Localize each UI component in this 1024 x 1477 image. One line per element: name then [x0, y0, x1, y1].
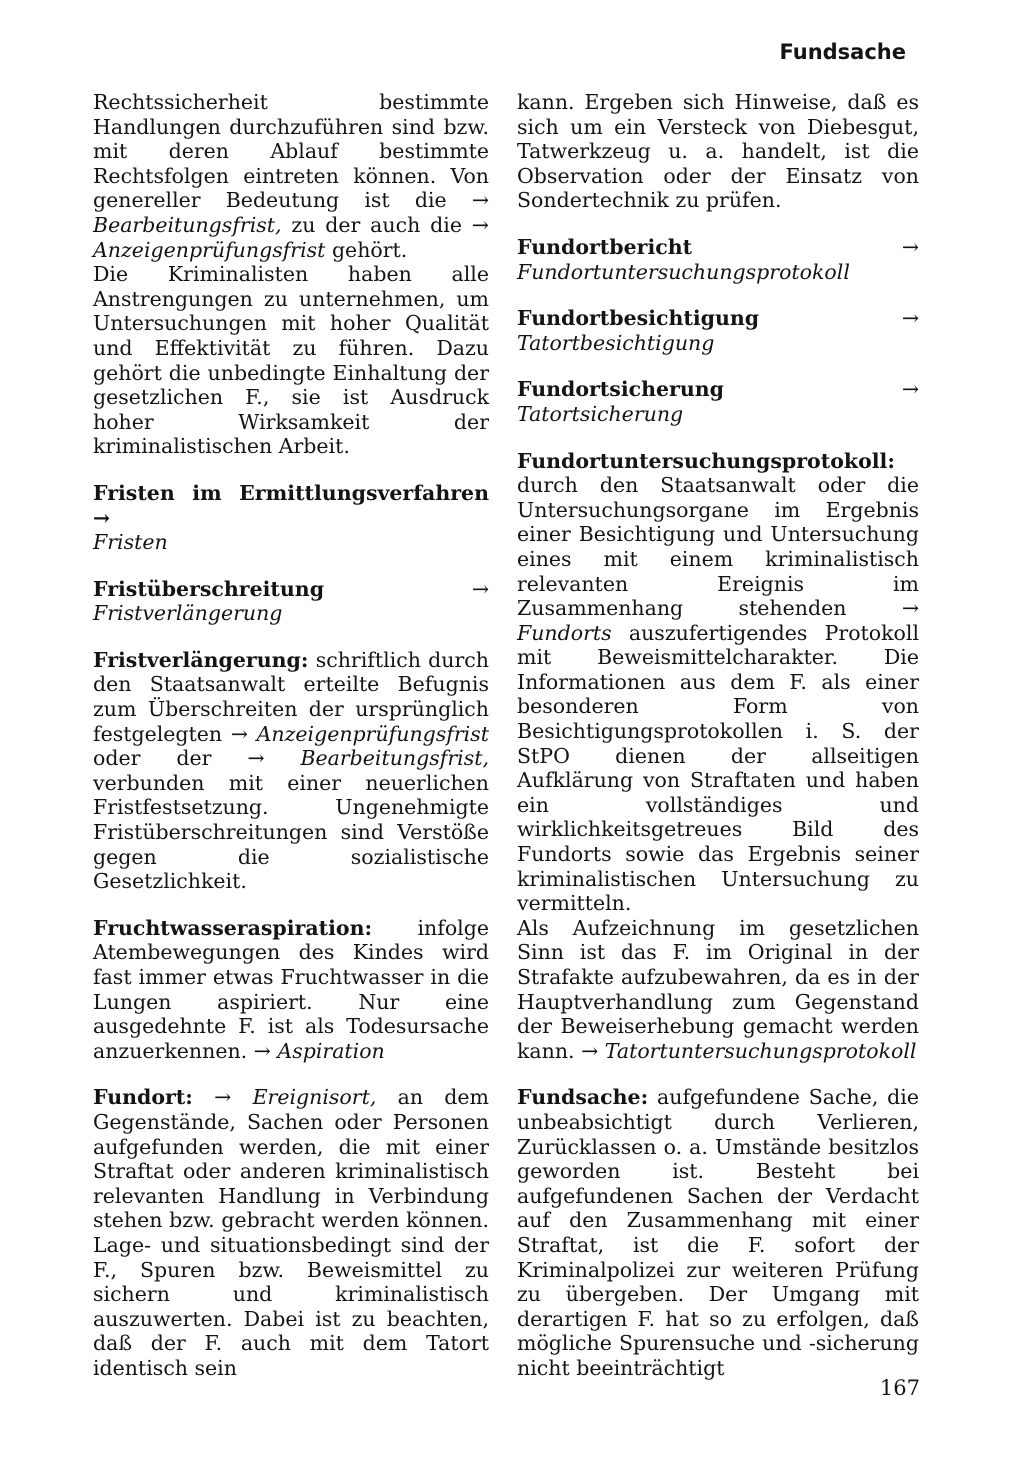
paragraph: Als Aufzeichnung im gesetzlichen Sinn ist das F. im Original in der Strafakte aufzubewahren, da es in der Hauptverhandlung zum Gegenstand der Beweiserhebung gemacht werden kann. → Tatortuntersuchungsprotokoll	[517, 915, 919, 1063]
cross-reference: Fundorts	[517, 620, 612, 645]
entry-term: Fristverlängerung:	[93, 647, 309, 672]
entry-fristueberschreitung: Fristüberschreitung → Fristverlängerung	[93, 576, 489, 626]
cross-reference: Anzeigenprüfungsfrist	[256, 721, 489, 746]
cross-reference: Fristen	[93, 530, 168, 555]
paragraph: Die Kriminalisten haben alle Anstrengungen zu unternehmen, um Untersuchungen mit hoher Qualität und Effektivität zu führen. Dazu gehört die unbedingte Einhaltung der gesetzlichen F., sie ist Ausdruck hoher Wirksamkeit der kriminalistischen Arbeit.	[93, 262, 489, 459]
entry-term: Fristen im Ermittlungsverfahren →	[93, 480, 489, 530]
cross-reference: Fristverlängerung	[93, 601, 283, 626]
entry-fundortbericht: Fundortbericht → Fundortuntersuchungsprotokoll	[517, 234, 919, 284]
cross-reference: Tatortsicherung	[517, 401, 684, 426]
cross-reference: Tatortuntersuchungsprotokoll	[604, 1038, 917, 1063]
left-column	[93, 90, 489, 1381]
entry-term: Fundortbesichtigung	[517, 306, 760, 331]
cross-reference: Ereignisort,	[252, 1085, 377, 1110]
cross-reference: Bearbeitungsfrist,	[93, 212, 282, 237]
cross-reference: Fundortuntersuchungsprotokoll	[517, 259, 850, 284]
entry-term: Fruchtwasseraspiration:	[93, 915, 373, 940]
entry-term: Fundsache:	[517, 1085, 649, 1110]
entry-term: Fristüberschreitung	[93, 576, 325, 601]
entry-fundort: Fundort: → Ereignisort, an dem Gegenstände, Sachen oder Personen aufgefunden werden, die mit einer Straftat oder anderen kriminalistisch relevanten Handlung in Verbindung stehen bzw. gebracht werden können. Lage- und situationsbedingt sind der F., Spuren bzw. Beweismittel zu sichern und kriminalistisch auszuwerten. Dabei ist zu beachten, daß der F. auch mit dem Tatort identisch sein	[93, 1085, 489, 1380]
entry-fristen-im-ermittlungsverfahren	[93, 481, 489, 555]
entry-fundsache: Fundsache: aufgefundene Sache, die unbeabsichtigt durch Verlieren, Zurücklassen o. a. Umstände besitzlos geworden ist. Besteht bei aufgefundenen Sachen der Verdacht auf den Zusammenhang mit einer Straftat, ist die F. sofort der Kriminalpolizei zur weiteren Prüfung zu übergeben. Der Umgang mit derartigen F. hat so zu erfolgen, daß mögliche Spurensuche und -sicherung nicht beeinträchtigt	[517, 1085, 919, 1380]
entry-term: Fundortbericht	[517, 234, 693, 259]
page-number: 167	[879, 1376, 920, 1400]
entry-term: Fundortuntersuchungsprotokoll:	[517, 448, 895, 473]
entry-fundortbesichtigung: Fundortbesichtigung → Tatortbesichtigung	[517, 306, 919, 355]
cross-reference: Bearbeitungsfrist,	[300, 746, 489, 771]
entry-fundortsicherung: Fundortsicherung → Tatortsicherung	[517, 377, 919, 426]
entry-fundortuntersuchungsprotokoll: Fundortuntersuchungsprotokoll: durch den Staatsanwalt oder die Untersuchungsorgane im Ergebnis einer Besichtigung und Untersuchung eines mit einem kriminalistisch relevanten Ereignis im Zusammenhang stehenden → Fundorts auszufertigendes Protokoll mit Beweismittelcharakter. Die Informationen aus dem F. als einer besonderen Form von Besichtigungsprotokollen i. S. der StPO dienen der allseitigen Aufklärung von Straftaten und haben ein vollständiges und wirklichkeitsgetreues Bild des Fundorts sowie das Ergebnis seiner kriminalistischen Untersuchung zu vermitteln.	[517, 448, 919, 916]
cross-reference: Anzeigenprüfungsfrist	[93, 237, 326, 262]
running-header: Fundsache	[779, 40, 906, 64]
right-column	[517, 90, 919, 1381]
continued-paragraph: Rechtssicherheit bestimmte Handlungen durchzuführen sind bzw. mit deren Ablauf bestimmte Rechtsfolgen eintreten können. Von genereller Bedeutung ist die → Bearbeitungsfrist, zu der auch die → Anzeigenprüfungsfrist gehört.	[93, 90, 489, 262]
entry-fristverlaengerung: Fristverlängerung: schriftlich durch den Staatsanwalt erteilte Befugnis zum Überschreiten der ursprünglich festgelegten → Anzeigenprüfungsfrist oder der → Bearbeitungsfrist, verbunden mit einer neuerlichen Fristfestsetzung. Ungenehmigte Fristüberschreitungen sind Verstöße gegen die sozialistische Gesetzlichkeit.	[93, 647, 489, 894]
cross-reference: Aspiration	[277, 1038, 385, 1063]
continued-paragraph: kann. Ergeben sich Hinweise, daß es sich um ein Versteck von Diebesgut, Tatwerkzeug u. a. handelt, ist die Observation oder der Einsatz von Sondertechnik zu prüfen.	[517, 90, 919, 213]
entry-fruchtwasseraspiration: Fruchtwasseraspiration: infolge Atembewegungen des Kindes wird fast immer etwas Fruchtwasser in die Lungen aspiriert. Nur eine ausgedehnte F. ist als Todesursache anzuerkennen. → Aspiration	[93, 915, 489, 1063]
entry-term: Fundort:	[93, 1085, 193, 1110]
entry-term: Fundortsicherung	[517, 377, 724, 402]
cross-reference: Tatortbesichtigung	[517, 330, 715, 355]
